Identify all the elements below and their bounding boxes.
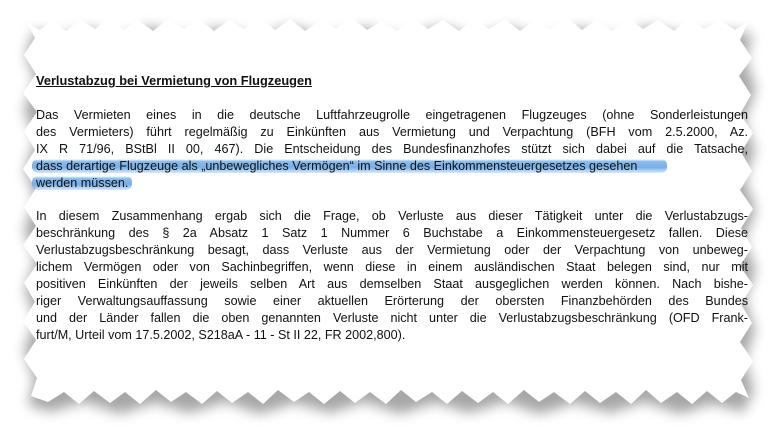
text-line: furt/M, Urteil vom 17.5.2002, S218aA - 11 - St II 22, FR 2002,800).: [36, 327, 406, 342]
text-line: beschränkung des § 2a Absatz 1 Satz 1 Nummer 6 Buchstabe a Einkommensteuergesetz fallen. Diese: [36, 226, 748, 241]
highlighted-line: [36, 175, 748, 192]
paragraph-loss-deduction: [36, 208, 748, 343]
text-line: riger Verwaltungsauffassung sowie einer aktuellen Erörterung der obersten Finanzbehörden des Bundes: [36, 293, 748, 308]
text-line: IX R 71/96, BStBl II 00, 467). Die Entscheidung des Bundesfinanzhofes stützt sich dabei auf die Tatsache,: [36, 141, 748, 156]
text-line: und der Länder fallen die oben genannten Verluste nicht unter die Verlustabzugsbeschränkung (OFD Frank-: [36, 310, 748, 325]
highlight-marker: werden müssen.: [32, 176, 132, 190]
document-body: [36, 73, 748, 344]
text-line: Das Vermieten eines in die deutsche Luftfahrzeugrolle eingetragenen Flugzeuges (ohne Sonderleistungen: [36, 107, 748, 122]
text-line: positiven Einkünften der jeweils selben Art aus demselben Staat ausgeglichen werden können. Nach bishe-: [36, 277, 748, 292]
highlighted-line: [36, 158, 748, 175]
text-line: Verlustabzugsbeschränkung besagt, dass Verluste aus der Vermietung oder der Verpachtung von unbeweg-: [36, 243, 748, 258]
text-line: In diesem Zusammenhang ergab sich die Frage, ob Verluste aus dieser Tätigkeit unter die Verlustabzugs-: [36, 209, 748, 224]
paragraph-aircraft-rental: [36, 107, 748, 192]
highlight-marker: dass derartige Flugzeuge als „unbewegliches Vermögen“ im Sinne des Einkommensteuergesetzes gesehen: [32, 159, 667, 173]
document-title: Verlustabzug bei Vermietung von Flugzeugen: [36, 73, 312, 88]
text-line: des Vermieters) führt regelmäßig zu Einkünften aus Vermietung und Verpachtung (BFH vom 2.5.2000, Az.: [36, 124, 748, 139]
text-line: lichem Vermögen oder von Sachinbegriffen, wenn diese in einem ausländischen Staat belegen sind, nur mit: [36, 260, 748, 275]
